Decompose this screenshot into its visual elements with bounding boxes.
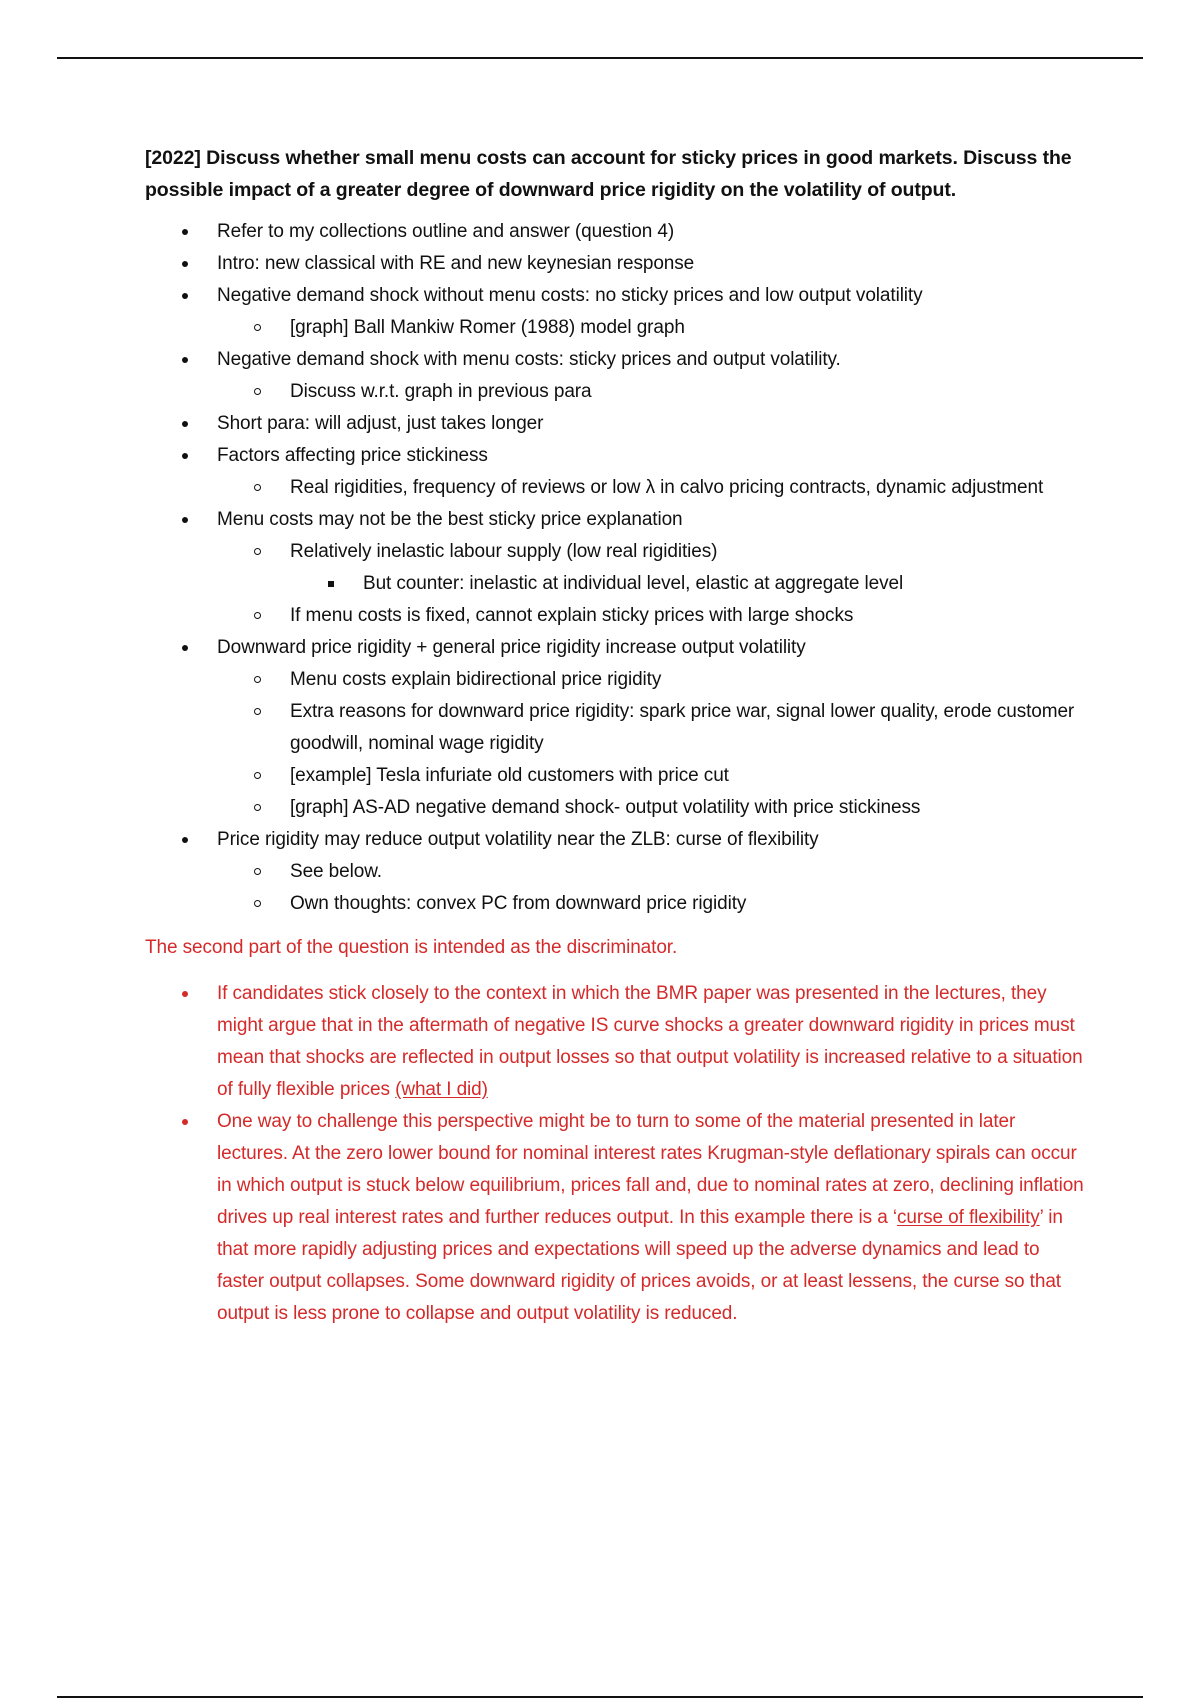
bullet-icon [182, 280, 188, 312]
circle-bullet-icon [254, 472, 261, 504]
sub-sub-list-item [145, 568, 1090, 600]
list-item-text: Extra reasons for downward price rigidity: spark price war, signal lower quality, erode customer goodwill, nominal wage rigidity [290, 701, 1075, 754]
list-item-text: Refer to my collections outline and answer (question 4) [217, 221, 675, 242]
examiner-intro: The second part of the question is intended as the discriminator. [145, 937, 678, 958]
sub-list-item [145, 664, 1090, 696]
bullet-icon [182, 248, 188, 280]
examiner-point [145, 1106, 1090, 1330]
list-item-text: Downward price rigidity + general price rigidity increase output volatility [217, 637, 806, 658]
list-item [145, 632, 1090, 664]
sub-list-item [145, 600, 1090, 632]
bullet-icon [182, 504, 188, 536]
list-item-text: Relatively inelastic labour supply (low real rigidities) [290, 541, 718, 562]
list-item-text: Intro: new classical with RE and new keynesian response [217, 253, 695, 274]
sub-list-item [145, 376, 1090, 408]
bullet-icon [182, 440, 188, 472]
bullet-icon [182, 344, 188, 376]
list-item [145, 248, 1090, 280]
list-item-text: But counter: inelastic at individual level, elastic at aggregate level [363, 573, 904, 594]
sub-list-item [145, 888, 1090, 920]
list-item [145, 408, 1090, 440]
circle-bullet-icon [254, 600, 261, 632]
list-item-text: Factors affecting price stickiness [217, 445, 488, 466]
list-item-text: If menu costs is fixed, cannot explain sticky prices with large shocks [290, 605, 854, 626]
list-item-text: [example] Tesla infuriate old customers with price cut [290, 765, 729, 786]
list-item-text: Menu costs explain bidirectional price rigidity [290, 669, 662, 690]
list-item-text: Real rigidities, frequency of reviews or low λ in calvo pricing contracts, dynamic adjustment [290, 477, 1044, 498]
sub-list-item [145, 760, 1090, 792]
underlined-term: curse of flexibility [896, 1207, 1040, 1228]
question-title: [2022] Discuss whether small menu costs can account for sticky prices in good markets. Discuss the possible impact of a greater degree of downward price rigidity on the volatility of output. [145, 147, 1072, 201]
list-item-text: Negative demand shock with menu costs: sticky prices and output volatility. [217, 349, 841, 370]
list-item-text: Discuss w.r.t. graph in previous para [290, 381, 592, 402]
footer-rule [57, 1696, 1143, 1698]
bullet-icon [182, 216, 188, 248]
bullet-icon [182, 632, 188, 664]
sub-list-item [145, 792, 1090, 824]
document-page [145, 142, 1090, 1330]
bullet-icon [182, 978, 188, 1010]
examiner-point-text-continued: ’ in that more rapidly adjusting prices and expectations will speed up the adverse dynamics and lead to faster output collapses. Some downward rigidity of prices avoids, or at least lessens, the curse so that output is less prone to collapse and output volatility is reduced. [217, 1207, 1063, 1324]
examiner-point-text: If candidates stick closely to the context in which the BMR paper was presented in the lectures, they might argue that in the aftermath of negative IS curve shocks a greater downward rigidity in prices must mean that shocks are reflected in output losses so that output volatility is increased relative to a situation of fully flexible prices [217, 983, 1083, 1100]
bullet-icon [182, 408, 188, 440]
examiner-comments [145, 932, 1090, 1330]
list-item-text: Short para: will adjust, just takes longer [217, 413, 544, 434]
list-item-text: [graph] Ball Mankiw Romer (1988) model graph [290, 317, 685, 338]
sub-list-item [145, 856, 1090, 888]
circle-bullet-icon [254, 696, 261, 728]
circle-bullet-icon [254, 792, 261, 824]
circle-bullet-icon [254, 664, 261, 696]
annotation-note: (what I did) [395, 1079, 488, 1100]
list-item [145, 504, 1090, 536]
list-item-text: Price rigidity may reduce output volatility near the ZLB: curse of flexibility [217, 829, 819, 850]
answer-outline [145, 216, 1090, 920]
circle-bullet-icon [254, 856, 261, 888]
examiner-points [145, 978, 1090, 1330]
examiner-point [145, 978, 1090, 1106]
list-item-text: Negative demand shock without menu costs: no sticky prices and low output volatility [217, 285, 923, 306]
circle-bullet-icon [254, 888, 261, 920]
circle-bullet-icon [254, 760, 261, 792]
circle-bullet-icon [254, 312, 261, 344]
list-item [145, 440, 1090, 472]
sub-list-item [145, 312, 1090, 344]
sub-list-item [145, 536, 1090, 568]
sub-list-item [145, 696, 1090, 760]
header-rule [57, 57, 1143, 59]
list-item [145, 216, 1090, 248]
list-item-text: Menu costs may not be the best sticky price explanation [217, 509, 683, 530]
list-item-text: Own thoughts: convex PC from downward price rigidity [290, 893, 747, 914]
examiner-point-text: One way to challenge this perspective might be to turn to some of the material presented in later lectures. At the zero lower bound for nominal interest rates Krugman-style deflationary spirals can occur in which output is stuck below equilibrium, prices fall and, due to nominal rates at zero, declining inflation drives up real interest rates and further reduces output. In this example there is a ‘ [217, 1111, 1084, 1228]
circle-bullet-icon [254, 376, 261, 408]
bullet-icon [182, 824, 188, 856]
list-item [145, 824, 1090, 856]
square-bullet-icon [328, 568, 334, 600]
list-item [145, 344, 1090, 376]
list-item-text: [graph] AS-AD negative demand shock- output volatility with price stickiness [290, 797, 921, 818]
sub-list-item [145, 472, 1090, 504]
bullet-icon [182, 1106, 188, 1138]
circle-bullet-icon [254, 536, 261, 568]
list-item-text: See below. [290, 861, 382, 882]
list-item [145, 280, 1090, 312]
